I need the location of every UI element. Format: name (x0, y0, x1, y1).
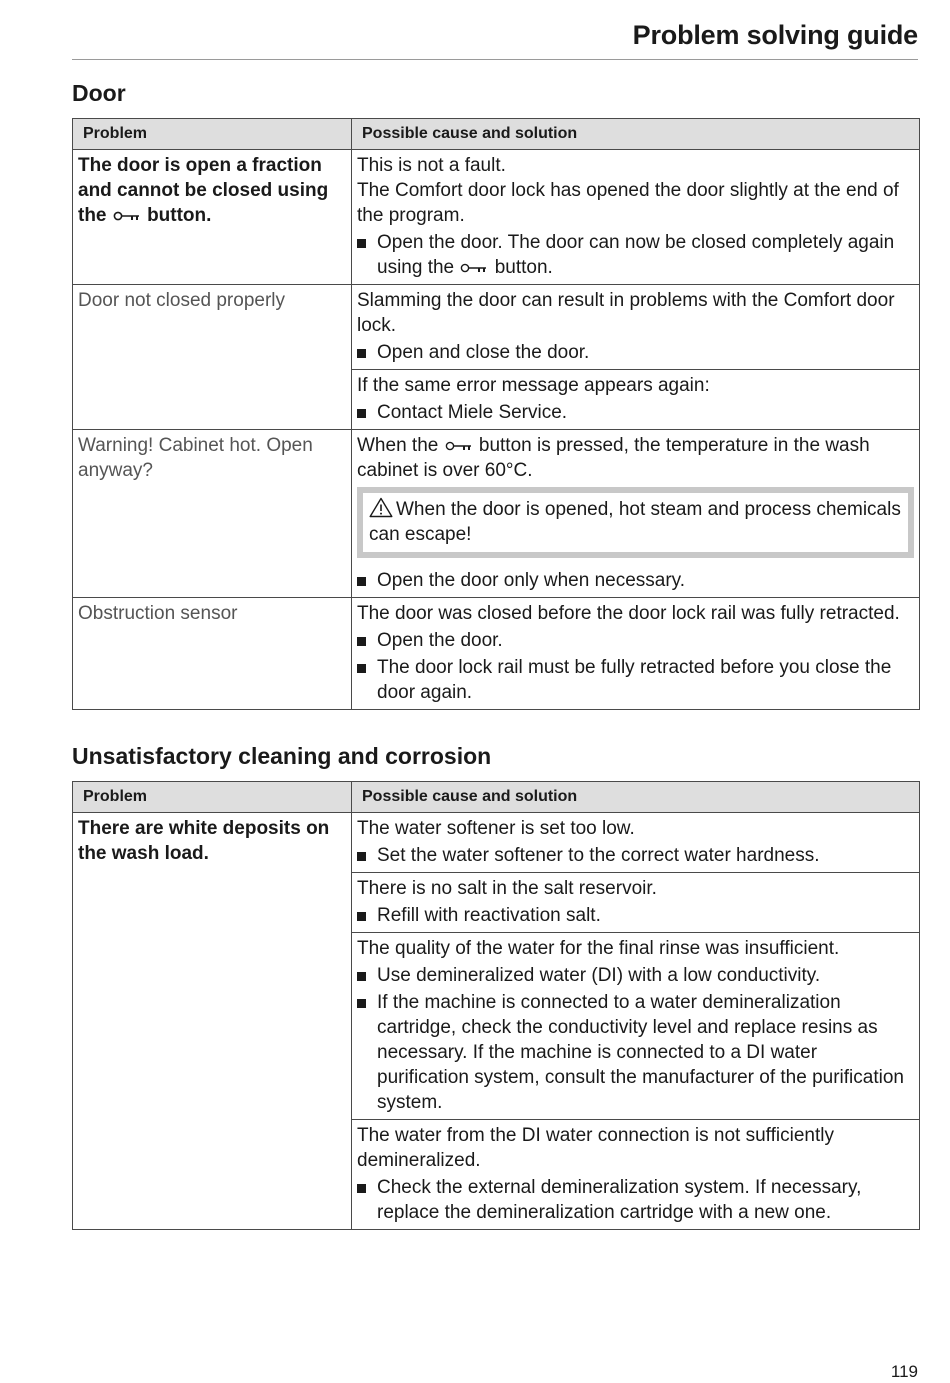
page-number: 119 (890, 1362, 918, 1381)
problem-cell (73, 813, 352, 1230)
list-item (357, 1175, 914, 1225)
list-item (357, 568, 914, 593)
bullet-text: Set the water softener to the correct water hardness. (377, 845, 820, 866)
problem-cell (73, 150, 352, 285)
solution-cell (352, 933, 920, 1120)
bullet-icon (357, 999, 366, 1008)
solution-text: The door was closed before the door lock rail was fully retracted. (357, 603, 900, 624)
column-header-problem: Problem (73, 119, 352, 150)
bullet-icon (357, 409, 366, 418)
bullet-text: Open the door. The door can now be closed completely again using the (377, 232, 895, 278)
column-header-solution: Possible cause and solution (352, 782, 920, 813)
door-key-icon (460, 262, 488, 274)
title-divider (72, 59, 918, 60)
list-item (357, 400, 914, 425)
solution-text: This is not a fault. (357, 155, 506, 176)
problem-text: Door not closed properly (78, 290, 285, 311)
problem-cell (73, 598, 352, 710)
problem-cell (73, 285, 352, 430)
problem-text: Obstruction sensor (78, 603, 238, 624)
column-header-solution: Possible cause and solution (352, 119, 920, 150)
column-header-problem: Problem (73, 782, 352, 813)
solution-text: Slamming the door can result in problems with the Comfort door lock. (357, 290, 895, 336)
list-item (357, 655, 914, 705)
solution-cell (352, 285, 920, 370)
solution-cell (352, 598, 920, 710)
warning-text: When the door is opened, hot steam and process chemicals can escape! (369, 499, 901, 545)
bullet-icon (357, 972, 366, 981)
list-item (357, 843, 914, 868)
table-header-row (73, 782, 920, 813)
problem-text-tail: button. (147, 205, 212, 226)
solution-text: There is no salt in the salt reservoir. (357, 878, 657, 899)
solution-text: If the same error message appears again: (357, 375, 710, 396)
bullet-icon (357, 637, 366, 646)
problem-text: There are white deposits on the wash load. (78, 818, 330, 864)
solution-text: The water softener is set too low. (357, 818, 635, 839)
solution-cell (352, 150, 920, 285)
list-item (357, 990, 914, 1115)
bullet-text: Open and close the door. (377, 342, 590, 363)
problem-text: Warning! Cabinet hot. Open anyway? (78, 435, 313, 481)
bullet-text: Open the door. (377, 630, 503, 651)
list-item (357, 903, 914, 928)
bullet-icon (357, 912, 366, 921)
bullet-text: The door lock rail must be fully retracted before you close the door again. (377, 657, 892, 703)
bullet-text: If the machine is connected to a water demineralization cartridge, check the conductivity level and replace resins as necessary. If the machine is connected to a DI water purification system, consult the manufacturer of the purification system. (377, 992, 904, 1113)
solution-cell (352, 370, 920, 430)
solution-cell (352, 1120, 920, 1230)
table-header-row (73, 119, 920, 150)
door-key-icon (113, 210, 141, 222)
bullet-icon (357, 664, 366, 673)
warning-triangle-icon (369, 497, 393, 518)
solution-text: The water from the DI water connection is not sufficiently demineralized. (357, 1125, 834, 1171)
section-heading-cleaning: Unsatisfactory cleaning and corrosion (72, 743, 492, 769)
page-title: Problem solving guide (632, 20, 918, 50)
door-table (72, 118, 920, 710)
solution-text: The quality of the water for the final rinse was insufficient. (357, 938, 840, 959)
list-item (357, 963, 914, 988)
problem-cell (73, 430, 352, 598)
list-item (357, 340, 914, 365)
bullet-text-tail: button. (494, 257, 553, 278)
bullet-icon (357, 852, 366, 861)
bullet-icon (357, 577, 366, 586)
table-row (73, 285, 920, 370)
bullet-text: Refill with reactivation salt. (377, 905, 601, 926)
warning-box (357, 487, 914, 558)
solution-text: The Comfort door lock has opened the door slightly at the end of the program. (357, 180, 899, 226)
table-row (73, 150, 920, 285)
solution-text (357, 433, 914, 483)
table-row (73, 430, 920, 598)
cleaning-table (72, 781, 920, 1230)
bullet-text: Open the door only when necessary. (377, 570, 686, 591)
bullet-text: Use demineralized water (DI) with a low conductivity. (377, 965, 821, 986)
bullet-icon (357, 349, 366, 358)
table-row (73, 813, 920, 873)
table-row (73, 598, 920, 710)
solution-cell (352, 430, 920, 598)
bullet-text: Check the external demineralization system. If necessary, replace the demineralization cartridge with a new one. (377, 1177, 862, 1223)
solution-cell (352, 873, 920, 933)
bullet-text: Contact Miele Service. (377, 402, 568, 423)
solution-text-pre: When the (357, 435, 439, 456)
list-item (357, 628, 914, 653)
door-key-icon (445, 440, 473, 452)
solution-cell (352, 813, 920, 873)
list-item (357, 230, 914, 280)
problem-text: The door is open a fraction and cannot be closed using the (78, 155, 329, 226)
bullet-icon (357, 239, 366, 248)
section-heading-door: Door (72, 80, 126, 106)
solution-text-post: button is pressed, the temperature in the wash cabinet is over 60°C. (357, 435, 870, 481)
bullet-icon (357, 1184, 366, 1193)
